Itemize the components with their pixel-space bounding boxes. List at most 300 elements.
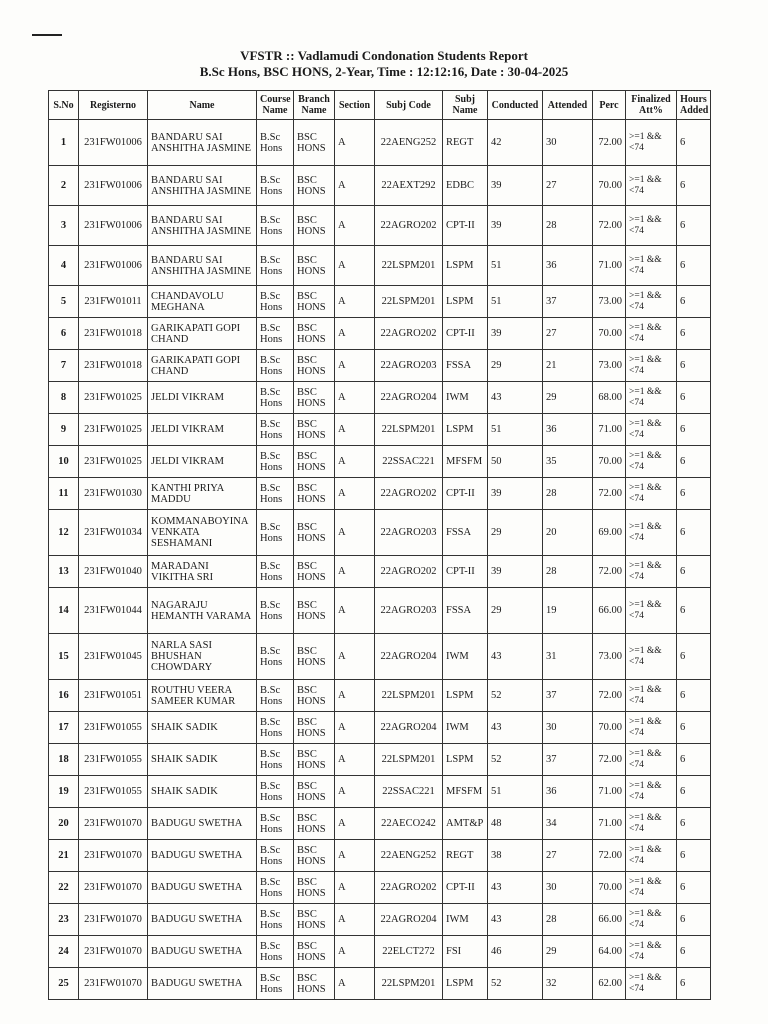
cell-hours: 6 [677,588,711,634]
cell-name: JELDI VIKRAM [148,446,257,478]
cell-perc: 72.00 [593,206,626,246]
header-finalized: Finalized Att% [626,91,677,120]
cell-subj-name: CPT-II [443,478,488,510]
cell-course: B.Sc Hons [257,286,294,318]
cell-conducted: 51 [488,246,543,286]
table-row [49,510,711,556]
cell-course: B.Sc Hons [257,588,294,634]
cell-name: MARADANI VIKITHA SRI [148,556,257,588]
cell-course: B.Sc Hons [257,246,294,286]
cell-attended: 19 [543,588,593,634]
cell-attended: 28 [543,478,593,510]
cell-name: BADUGU SWETHA [148,968,257,1000]
cell-regno: 231FW01025 [79,446,148,478]
cell-finalized: >=1 && <74 [626,382,677,414]
header-attended: Attended [543,91,593,120]
cell-sno: 12 [49,510,79,556]
cell-hours: 6 [677,936,711,968]
cell-subj-name: LSPM [443,414,488,446]
cell-subj-name: IWM [443,382,488,414]
cell-sno: 9 [49,414,79,446]
cell-attended: 21 [543,350,593,382]
cell-course: B.Sc Hons [257,936,294,968]
cell-perc: 72.00 [593,556,626,588]
cell-attended: 27 [543,318,593,350]
cell-attended: 30 [543,120,593,166]
cell-section: A [335,166,375,206]
table-header-row [49,91,711,120]
cell-subj-code: 22AECO242 [375,808,443,840]
cell-subj-code: 22AGRO204 [375,904,443,936]
cell-subj-code: 22AGRO203 [375,588,443,634]
cell-branch: BSC HONS [294,776,335,808]
cell-subj-name: FSSA [443,588,488,634]
cell-hours: 6 [677,206,711,246]
cell-branch: BSC HONS [294,808,335,840]
cell-conducted: 51 [488,776,543,808]
cell-subj-name: LSPM [443,286,488,318]
cell-hours: 6 [677,350,711,382]
cell-subj-code: 22AENG252 [375,120,443,166]
cell-branch: BSC HONS [294,414,335,446]
cell-course: B.Sc Hons [257,634,294,680]
table-row [49,382,711,414]
cell-subj-code: 22SSAC221 [375,446,443,478]
cell-subj-name: LSPM [443,744,488,776]
cell-subj-name: FSSA [443,510,488,556]
page-mark-dash [32,34,62,36]
cell-subj-code: 22AGRO204 [375,382,443,414]
cell-hours: 6 [677,808,711,840]
cell-regno: 231FW01070 [79,872,148,904]
cell-attended: 29 [543,382,593,414]
cell-perc: 70.00 [593,166,626,206]
cell-subj-name: MFSFM [443,776,488,808]
cell-hours: 6 [677,446,711,478]
cell-course: B.Sc Hons [257,382,294,414]
cell-branch: BSC HONS [294,556,335,588]
cell-attended: 20 [543,510,593,556]
cell-perc: 72.00 [593,120,626,166]
cell-conducted: 52 [488,744,543,776]
cell-name: BANDARU SAI ANSHITHA JASMINE [148,120,257,166]
cell-conducted: 46 [488,936,543,968]
cell-section: A [335,872,375,904]
cell-regno: 231FW01034 [79,510,148,556]
header-name: Name [148,91,257,120]
cell-sno: 6 [49,318,79,350]
cell-sno: 23 [49,904,79,936]
cell-subj-name: FSSA [443,350,488,382]
cell-finalized: >=1 && <74 [626,166,677,206]
cell-finalized: >=1 && <74 [626,712,677,744]
cell-name: GARIKAPATI GOPI CHAND [148,350,257,382]
table-row [49,318,711,350]
cell-subj-code: 22LSPM201 [375,744,443,776]
cell-section: A [335,904,375,936]
cell-section: A [335,712,375,744]
cell-finalized: >=1 && <74 [626,904,677,936]
table-row [49,446,711,478]
cell-subj-name: EDBC [443,166,488,206]
cell-conducted: 43 [488,634,543,680]
cell-hours: 6 [677,872,711,904]
table-row [49,634,711,680]
cell-hours: 6 [677,382,711,414]
cell-regno: 231FW01025 [79,414,148,446]
cell-finalized: >=1 && <74 [626,478,677,510]
cell-hours: 6 [677,680,711,712]
cell-conducted: 51 [488,414,543,446]
cell-branch: BSC HONS [294,166,335,206]
cell-subj-name: IWM [443,712,488,744]
cell-hours: 6 [677,744,711,776]
cell-attended: 27 [543,166,593,206]
table-row [49,350,711,382]
cell-subj-name: IWM [443,904,488,936]
cell-hours: 6 [677,414,711,446]
cell-regno: 231FW01055 [79,744,148,776]
cell-conducted: 43 [488,872,543,904]
cell-subj-name: CPT-II [443,318,488,350]
cell-attended: 30 [543,872,593,904]
cell-branch: BSC HONS [294,318,335,350]
cell-subj-code: 22AENG252 [375,840,443,872]
cell-conducted: 50 [488,446,543,478]
cell-finalized: >=1 && <74 [626,556,677,588]
cell-subj-name: AMT&P [443,808,488,840]
cell-section: A [335,382,375,414]
cell-section: A [335,634,375,680]
cell-subj-name: CPT-II [443,556,488,588]
cell-hours: 6 [677,246,711,286]
cell-subj-code: 22SSAC221 [375,776,443,808]
cell-perc: 71.00 [593,808,626,840]
cell-perc: 73.00 [593,634,626,680]
cell-subj-code: 22LSPM201 [375,680,443,712]
cell-regno: 231FW01018 [79,350,148,382]
cell-name: SHAIK SADIK [148,776,257,808]
cell-section: A [335,968,375,1000]
cell-branch: BSC HONS [294,120,335,166]
cell-subj-code: 22AGRO202 [375,556,443,588]
cell-regno: 231FW01055 [79,712,148,744]
cell-sno: 8 [49,382,79,414]
cell-name: KANTHI PRIYA MADDU [148,478,257,510]
cell-conducted: 29 [488,588,543,634]
cell-finalized: >=1 && <74 [626,936,677,968]
cell-attended: 30 [543,712,593,744]
cell-regno: 231FW01070 [79,904,148,936]
cell-branch: BSC HONS [294,246,335,286]
cell-hours: 6 [677,510,711,556]
cell-perc: 62.00 [593,968,626,1000]
cell-subj-code: 22AGRO202 [375,206,443,246]
cell-name: SHAIK SADIK [148,712,257,744]
cell-section: A [335,556,375,588]
cell-section: A [335,808,375,840]
cell-subj-code: 22LSPM201 [375,414,443,446]
table-row [49,166,711,206]
cell-course: B.Sc Hons [257,808,294,840]
cell-branch: BSC HONS [294,840,335,872]
cell-finalized: >=1 && <74 [626,120,677,166]
cell-regno: 231FW01006 [79,246,148,286]
cell-hours: 6 [677,776,711,808]
cell-subj-name: LSPM [443,680,488,712]
cell-course: B.Sc Hons [257,776,294,808]
cell-finalized: >=1 && <74 [626,318,677,350]
header-subj-code: Subj Code [375,91,443,120]
cell-finalized: >=1 && <74 [626,680,677,712]
cell-regno: 231FW01011 [79,286,148,318]
header-sno: S.No [49,91,79,120]
cell-subj-code: 22LSPM201 [375,286,443,318]
header-subj-name: Subj Name [443,91,488,120]
table-row [49,120,711,166]
cell-perc: 72.00 [593,744,626,776]
cell-finalized: >=1 && <74 [626,286,677,318]
cell-regno: 231FW01044 [79,588,148,634]
table-row [49,680,711,712]
cell-sno: 17 [49,712,79,744]
cell-sno: 25 [49,968,79,1000]
cell-subj-code: 22AGRO204 [375,712,443,744]
cell-conducted: 51 [488,286,543,318]
cell-course: B.Sc Hons [257,680,294,712]
cell-attended: 36 [543,414,593,446]
cell-sno: 14 [49,588,79,634]
cell-perc: 72.00 [593,680,626,712]
cell-conducted: 52 [488,680,543,712]
header-conducted: Conducted [488,91,543,120]
cell-regno: 231FW01055 [79,776,148,808]
cell-finalized: >=1 && <74 [626,968,677,1000]
cell-regno: 231FW01030 [79,478,148,510]
cell-perc: 71.00 [593,776,626,808]
table-row [49,744,711,776]
table-row [49,776,711,808]
cell-sno: 5 [49,286,79,318]
cell-sno: 7 [49,350,79,382]
cell-section: A [335,446,375,478]
cell-regno: 231FW01070 [79,936,148,968]
cell-regno: 231FW01006 [79,206,148,246]
cell-attended: 28 [543,556,593,588]
cell-regno: 231FW01025 [79,382,148,414]
cell-finalized: >=1 && <74 [626,206,677,246]
cell-perc: 70.00 [593,318,626,350]
cell-conducted: 43 [488,382,543,414]
cell-branch: BSC HONS [294,936,335,968]
cell-subj-code: 22AGRO204 [375,634,443,680]
cell-perc: 68.00 [593,382,626,414]
cell-finalized: >=1 && <74 [626,414,677,446]
cell-conducted: 52 [488,968,543,1000]
table-row [49,206,711,246]
cell-conducted: 43 [488,904,543,936]
cell-finalized: >=1 && <74 [626,776,677,808]
cell-name: BANDARU SAI ANSHITHA JASMINE [148,206,257,246]
cell-attended: 27 [543,840,593,872]
cell-regno: 231FW01045 [79,634,148,680]
cell-attended: 36 [543,776,593,808]
cell-section: A [335,588,375,634]
cell-conducted: 29 [488,510,543,556]
cell-branch: BSC HONS [294,712,335,744]
cell-perc: 73.00 [593,350,626,382]
cell-subj-code: 22AGRO203 [375,510,443,556]
cell-perc: 64.00 [593,936,626,968]
cell-subj-code: 22AEXT292 [375,166,443,206]
table-row [49,712,711,744]
cell-name: BADUGU SWETHA [148,840,257,872]
cell-sno: 1 [49,120,79,166]
condonation-table [48,90,711,1000]
cell-regno: 231FW01070 [79,840,148,872]
cell-name: BADUGU SWETHA [148,808,257,840]
cell-attended: 29 [543,936,593,968]
cell-regno: 231FW01006 [79,120,148,166]
cell-branch: BSC HONS [294,904,335,936]
cell-course: B.Sc Hons [257,872,294,904]
cell-course: B.Sc Hons [257,166,294,206]
cell-finalized: >=1 && <74 [626,840,677,872]
cell-conducted: 39 [488,478,543,510]
cell-sno: 24 [49,936,79,968]
cell-branch: BSC HONS [294,510,335,556]
cell-section: A [335,206,375,246]
cell-perc: 71.00 [593,246,626,286]
cell-course: B.Sc Hons [257,206,294,246]
cell-subj-code: 22AGRO202 [375,318,443,350]
cell-branch: BSC HONS [294,286,335,318]
cell-branch: BSC HONS [294,588,335,634]
cell-hours: 6 [677,120,711,166]
header-branch: Branch Name [294,91,335,120]
cell-name: NAGARAJU HEMANTH VARAMA [148,588,257,634]
cell-hours: 6 [677,166,711,206]
cell-name: CHANDAVOLU MEGHANA [148,286,257,318]
table-row [49,556,711,588]
cell-subj-name: LSPM [443,968,488,1000]
cell-sno: 16 [49,680,79,712]
cell-finalized: >=1 && <74 [626,510,677,556]
table-body [49,120,711,1000]
cell-section: A [335,776,375,808]
header-perc: Perc [593,91,626,120]
cell-regno: 231FW01070 [79,968,148,1000]
cell-perc: 72.00 [593,478,626,510]
cell-hours: 6 [677,968,711,1000]
cell-sno: 4 [49,246,79,286]
cell-perc: 70.00 [593,446,626,478]
cell-finalized: >=1 && <74 [626,744,677,776]
cell-subj-code: 22LSPM201 [375,968,443,1000]
cell-name: BANDARU SAI ANSHITHA JASMINE [148,246,257,286]
cell-sno: 2 [49,166,79,206]
cell-course: B.Sc Hons [257,350,294,382]
cell-perc: 66.00 [593,588,626,634]
cell-attended: 37 [543,744,593,776]
cell-branch: BSC HONS [294,968,335,1000]
cell-hours: 6 [677,904,711,936]
cell-subj-name: CPT-II [443,206,488,246]
cell-hours: 6 [677,556,711,588]
cell-course: B.Sc Hons [257,414,294,446]
cell-subj-code: 22AGRO202 [375,872,443,904]
cell-course: B.Sc Hons [257,712,294,744]
cell-finalized: >=1 && <74 [626,350,677,382]
cell-branch: BSC HONS [294,350,335,382]
table-row [49,588,711,634]
cell-course: B.Sc Hons [257,478,294,510]
cell-attended: 37 [543,680,593,712]
cell-course: B.Sc Hons [257,446,294,478]
cell-sno: 11 [49,478,79,510]
cell-conducted: 29 [488,350,543,382]
cell-perc: 66.00 [593,904,626,936]
header-regno: Registerno [79,91,148,120]
cell-course: B.Sc Hons [257,840,294,872]
cell-hours: 6 [677,840,711,872]
cell-name: BANDARU SAI ANSHITHA JASMINE [148,166,257,206]
cell-finalized: >=1 && <74 [626,588,677,634]
cell-conducted: 38 [488,840,543,872]
cell-section: A [335,246,375,286]
cell-sno: 13 [49,556,79,588]
cell-section: A [335,744,375,776]
cell-section: A [335,318,375,350]
cell-perc: 70.00 [593,872,626,904]
cell-branch: BSC HONS [294,680,335,712]
table-row [49,478,711,510]
cell-section: A [335,414,375,446]
cell-perc: 71.00 [593,414,626,446]
cell-section: A [335,840,375,872]
table-row [49,872,711,904]
table-row [49,968,711,1000]
cell-subj-code: 22AGRO203 [375,350,443,382]
cell-subj-name: REGT [443,840,488,872]
cell-name: GARIKAPATI GOPI CHAND [148,318,257,350]
cell-perc: 70.00 [593,712,626,744]
cell-conducted: 48 [488,808,543,840]
cell-conducted: 39 [488,318,543,350]
cell-subj-name: LSPM [443,246,488,286]
header-course: Course Name [257,91,294,120]
cell-branch: BSC HONS [294,872,335,904]
cell-sno: 19 [49,776,79,808]
table-row [49,286,711,318]
cell-course: B.Sc Hons [257,120,294,166]
cell-subj-name: MFSFM [443,446,488,478]
cell-name: BADUGU SWETHA [148,904,257,936]
cell-conducted: 39 [488,206,543,246]
cell-hours: 6 [677,478,711,510]
cell-perc: 69.00 [593,510,626,556]
cell-name: BADUGU SWETHA [148,872,257,904]
cell-regno: 231FW01070 [79,808,148,840]
cell-finalized: >=1 && <74 [626,872,677,904]
table-row [49,414,711,446]
cell-name: NARLA SASI BHUSHAN CHOWDARY [148,634,257,680]
cell-hours: 6 [677,286,711,318]
cell-sno: 10 [49,446,79,478]
cell-finalized: >=1 && <74 [626,634,677,680]
cell-subj-code: 22LSPM201 [375,246,443,286]
cell-attended: 32 [543,968,593,1000]
